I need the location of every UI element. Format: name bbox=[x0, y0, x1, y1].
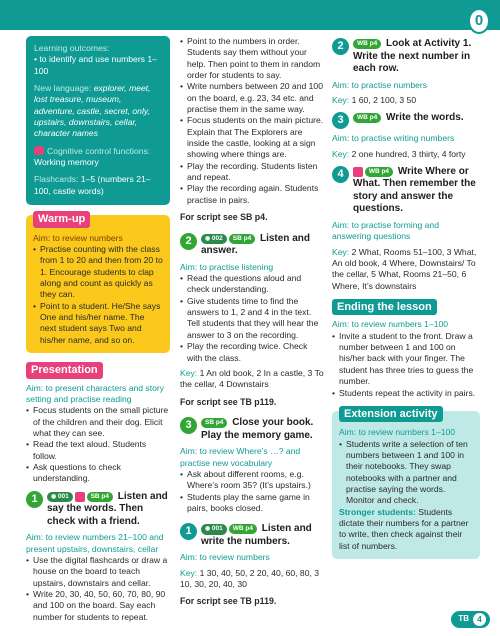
warmup-box bbox=[26, 215, 170, 353]
list-item: • Ask questions to check understanding. bbox=[26, 462, 170, 485]
list-item: • Practise counting with the class from 1 to 20 and then from 20 to 1. Encourage students to clap along and count as quickly as they can. bbox=[33, 244, 163, 301]
extension-heading: Extension activity bbox=[339, 406, 443, 423]
list-item: • Students repeat the activity in pairs. bbox=[332, 388, 480, 399]
brain-icon bbox=[353, 167, 363, 177]
script-reference: For script see SB p4. bbox=[180, 212, 268, 223]
page-ref-badge: WB p4 bbox=[353, 113, 381, 123]
warmup-heading: Warm-up bbox=[33, 211, 90, 228]
presentation-list bbox=[26, 405, 170, 484]
new-language-label: New language: bbox=[34, 83, 92, 94]
activity-number: 2 bbox=[332, 38, 349, 55]
column-middle bbox=[180, 36, 325, 608]
page-ref-badge: SB p4 bbox=[201, 418, 227, 428]
key-label: Key: bbox=[180, 567, 198, 578]
extension-aim: Aim: to review numbers 1–100 bbox=[339, 427, 456, 438]
ending-list bbox=[332, 331, 480, 399]
extension-box bbox=[332, 407, 480, 559]
page-ref-badge: WB p4 bbox=[365, 167, 393, 177]
cd-track-badge: ◉ 001 bbox=[47, 492, 73, 503]
list-item: • Invite a student to the front. Draw a number between 1 and 100 on his/her back with your finger. The student has three tries to guess the number. bbox=[332, 331, 480, 388]
new-language-text: explorer, meet, lost treasure, museum, adventure, castle, secret, only, upstairs, downstairs, cellar, character names bbox=[34, 83, 151, 139]
activity-title: Listen and write the numbers. bbox=[201, 523, 312, 547]
list-item: • Use the digital flashcards or draw a house on the board to teach upstairs, downstairs and cellar. bbox=[26, 555, 170, 589]
activity-title: Close your book. Play the memory game. bbox=[201, 417, 314, 441]
column-left bbox=[26, 36, 170, 623]
extension-list bbox=[339, 439, 473, 507]
presentation-heading: Presentation bbox=[26, 362, 103, 379]
page-ref-badge: WB p4 bbox=[353, 39, 381, 49]
key-text: 2 one hundred, 3 thirty, 4 forty bbox=[349, 148, 466, 159]
brain-icon bbox=[34, 146, 44, 155]
ending-heading: Ending the lesson bbox=[332, 299, 437, 316]
presentation-aim: Aim: to present characters and story setting and practise reading bbox=[26, 382, 165, 404]
key-text: 1 60, 2 100, 3 50 bbox=[349, 94, 417, 105]
activity-aim: Aim: to review numbers bbox=[180, 552, 270, 563]
activity-number: 1 bbox=[26, 491, 43, 508]
list-item: • Read the text aloud. Students follow. bbox=[26, 439, 170, 462]
list-item: • Focus students on the main picture. Explain that The Explorers are inside the castle, looking at a sign showing where things are. bbox=[180, 115, 325, 160]
cognitive-text: Working memory bbox=[34, 157, 99, 168]
key-label: Key: bbox=[332, 246, 350, 257]
key-label: Key: bbox=[180, 367, 198, 378]
footer-label: TB bbox=[458, 614, 469, 624]
key-text: 2 What, Rooms 51–100, 3 What, An old book, 4 Where, Downstairs/ To the cellar, 5 What, Rooms 21–50, 6 Where, It’s downstairs bbox=[332, 246, 477, 291]
learning-outcomes-box bbox=[26, 36, 170, 205]
cd-track-badge: ◉ 001 bbox=[201, 524, 227, 535]
activity-header bbox=[180, 523, 325, 548]
activity-aim: Aim: to practise listening bbox=[180, 261, 274, 272]
activity-header bbox=[180, 233, 325, 258]
activity-number: 4 bbox=[332, 166, 349, 183]
warmup-list bbox=[33, 244, 163, 346]
warmup-aim: Aim: to review numbers bbox=[33, 232, 123, 243]
outcomes-label: Learning outcomes: bbox=[34, 43, 110, 53]
activity-header bbox=[180, 417, 325, 442]
list-item: • Play the recording again. Students practise in pairs. bbox=[180, 183, 325, 206]
brain-icon bbox=[75, 492, 85, 502]
activity-title: Listen and say the words. Then check with a friend. bbox=[47, 490, 168, 527]
outcomes-text: • to identify and use numbers 1–100 bbox=[34, 54, 157, 76]
cognitive-label: Cognitive control functions: bbox=[47, 145, 151, 156]
list-item: • Point to a student. He/She says One and his/her name. The next student says Two and his/her name, and so on. bbox=[33, 301, 163, 346]
ending-aim: Aim: to review numbers 1–100 bbox=[332, 319, 449, 330]
activity-header bbox=[332, 166, 480, 216]
activity-header bbox=[332, 112, 480, 129]
key-text: 1 30, 40, 50, 2 20, 40, 60, 80, 3 10, 30, 20, 40, 30 bbox=[180, 567, 320, 589]
key-text: 1 An old book, 2 In a castle, 3 To the cellar, 4 Downstairs bbox=[180, 367, 324, 390]
activity-list bbox=[26, 555, 170, 623]
activity-number: 3 bbox=[332, 112, 349, 129]
activity-aim: Aim: to practise forming and answering questions bbox=[332, 219, 439, 242]
activity-aim: Aim: to review Where’s …? and practise new vocabulary bbox=[180, 446, 301, 468]
activity-aim: Aim: to practise numbers bbox=[332, 79, 428, 90]
activity-number: 2 bbox=[180, 233, 197, 250]
page-ref-badge: WB p4 bbox=[229, 524, 257, 534]
activity-title: Look at Activity 1. Write the next number in each row. bbox=[353, 38, 472, 74]
list-item: • Give students time to find the answers to 1, 2 and 4 in the text. Tell students that they will hear the answer to 3 on the recording. bbox=[180, 296, 325, 341]
activity-list bbox=[180, 273, 325, 364]
activity-header bbox=[332, 38, 480, 76]
activity-header bbox=[26, 491, 170, 529]
activity-aim: Aim: to review numbers 21–100 and present upstairs, downstairs, cellar bbox=[26, 532, 164, 554]
cd-track-badge: ◉ 002 bbox=[201, 234, 227, 245]
script-reference: For script see TB p119. bbox=[180, 396, 277, 407]
activity-title: Listen and answer. bbox=[201, 232, 310, 257]
stronger-students-text: Students dictate their numbers for a partner to write, then check against their list of numbers. bbox=[339, 506, 469, 551]
page-number: 4 bbox=[473, 613, 486, 626]
list-item: • Read the questions aloud and check understanding. bbox=[180, 273, 325, 296]
list-item: • Focus students on the small picture of the children and their dog. Elicit what they can see. bbox=[26, 405, 170, 439]
list-item: • Write 20, 30, 40, 50, 60, 70, 80, 90 and 100 on the board. Say each number for students to repeat. bbox=[26, 589, 170, 623]
page-ref-badge: SB p4 bbox=[87, 492, 113, 502]
page-number-badge bbox=[451, 611, 490, 628]
steps-list bbox=[180, 36, 325, 206]
script-reference: For script see TB p119. bbox=[180, 596, 277, 607]
key-label: Key: bbox=[332, 148, 350, 159]
activity-number: 1 bbox=[180, 523, 197, 540]
list-item: • Ask about different rooms, e.g. Where’s room 35? (It’s upstairs.) bbox=[180, 469, 325, 492]
list-item: • Write numbers between 20 and 100 on the board, e.g. 23, 34 etc. and practise them in the same way. bbox=[180, 81, 325, 115]
header-bar bbox=[0, 0, 500, 30]
page-ref-badge: SB p4 bbox=[229, 234, 255, 244]
key-label: Key: bbox=[332, 94, 350, 105]
column-right bbox=[332, 36, 480, 559]
unit-number-badge: 0 bbox=[468, 8, 490, 34]
activity-list bbox=[180, 469, 325, 514]
activity-title: Write the words. bbox=[386, 112, 464, 124]
stronger-students-label: Stronger students: bbox=[339, 506, 416, 517]
list-item: • Play the recording twice. Check with the class. bbox=[180, 341, 325, 364]
list-item: • Students play the same game in pairs, books closed. bbox=[180, 492, 325, 515]
activity-aim: Aim: to practise writing numbers bbox=[332, 133, 455, 144]
activity-number: 3 bbox=[180, 417, 197, 434]
list-item: • Play the recording. Students listen and repeat. bbox=[180, 161, 325, 184]
flashcards-label: Flashcards: bbox=[34, 174, 79, 185]
list-item: • Students write a selection of ten numbers between 1 and 100 in their notebooks. They swap notebooks with a partner and practise saying the words. Monitor and check. bbox=[339, 439, 473, 507]
flashcards-text: 1–5 (numbers 21–100, castle words) bbox=[34, 174, 151, 196]
list-item: • Point to the numbers in order. Students say them without your help. Then point to them in random order for students to say. bbox=[180, 36, 325, 81]
activity-title: Write Where or What. Then remember the story and answer the questions. bbox=[353, 165, 476, 215]
